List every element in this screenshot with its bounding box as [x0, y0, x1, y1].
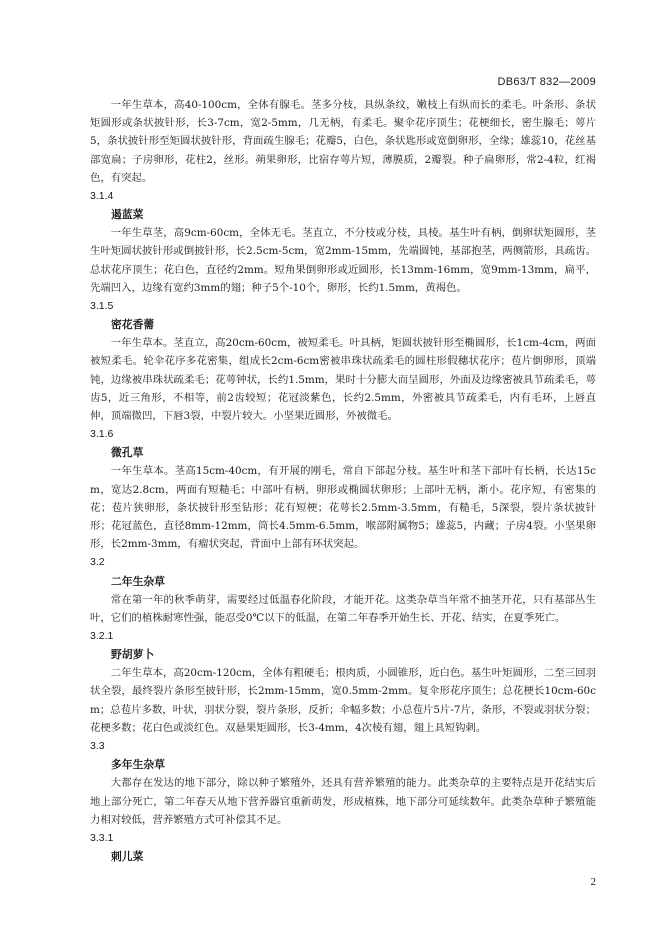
paragraph: 一年生草本。茎高15cm-40cm，有开展的刚毛，常自下部起分枝。基生叶和茎下部叶有长柄，长达15cm，宽达2.8cm，两面有短糙毛；中部叶有柄，卵形或椭圆状卵形；上部叶无柄，渐小。花序短，有密集的花；苞片狭卵形，条状披针形至钻形；花有短梗；花萼长2.5mm-3.5mm，有糙毛，5深裂，裂片条状披针形；花冠蓝色，直径8mm-12mm，筒长4.5mm-6.5mm，喉部附属物5；雄蕊5，内藏；子房4裂。小坚果卵形，长2mm-3mm，有瘤状突起，背面中上部有环状突起。: [90, 465, 596, 551]
section-number: 3.1.5: [90, 300, 114, 313]
document-id-header: DB63/T 832—2009: [497, 76, 596, 88]
section-heading: 密花香薷: [111, 318, 155, 332]
paragraph: 二年生草本，高20cm-120cm，全体有粗硬毛；根肉质，小圆锥形，近白色。基生叶矩圆形，二至三回羽状全裂，最终裂片条形至披针形，长2mm-15mm，宽0.5mm-2mm。复伞形花序顶生；总花梗长10cm-60cm；总苞片多数，叶状，羽状分裂，裂片条形，反折；伞幅多数；小总苞片5片-7片，条形，不裂或羽状分裂；花梗多数；花白色或淡红色。双悬果矩圆形，长3-4mm，4次棱有翅，翅上具短钩刺。: [90, 667, 596, 734]
section-heading: 野胡萝卜: [111, 648, 155, 662]
page-number: 2: [590, 876, 596, 888]
section-heading: 遏蓝菜: [111, 208, 144, 222]
paragraph: 常在第一年的秋季萌芽，需要经过低温春化阶段，才能开花。这类杂草当年常不抽茎开花，只有基部丛生叶，它们的植株耐寒性强，能忍受0℃以下的低温，在第二年春季开始生长、开花、结实，在夏季死亡。: [90, 593, 596, 624]
paragraph: 一年生草茎，高9cm-60cm，全体无毛。茎直立，不分枝或分枝，具棱。基生叶有柄，倒卵状矩圆形，茎生叶矩圆状披针形或倒披针形，长2.5cm-5cm，宽2mm-15mm，先端圆钝，基部抱茎，两侧箭形，具疏齿。总状花序顶生；花白色，直径约2mm。短角果倒卵形或近圆形，长13mm-16mm，宽9mm-13mm，扁平，先端凹入，边缘有宽约3mm的翅；种子5个-10个，卵形，长约1.5mm，黄褐色。: [90, 227, 596, 294]
section-heading: 多年生杂草: [111, 758, 165, 772]
section-number: 3.1.4: [90, 190, 114, 203]
document-body: [90, 96, 596, 866]
section-number: 3.1.6: [90, 428, 114, 441]
paragraph: 大都存在发达的地下部分，除以种子繁殖外，还具有营养繁殖的能力。此类杂草的主要特点是开花结实后地上部分死亡，第二年春天从地下营养器官重新萌发，形成植株，地下部分可延续数年。此类杂草种子繁殖能力相对较低，营养繁殖方式可补偿其不足。: [90, 777, 596, 826]
section-heading: 微孔草: [111, 446, 144, 460]
paragraph: 一年生草本。茎直立，高20cm-60cm，被短柔毛。叶具柄，矩圆状披针形至椭圆形，长1cm-4cm，两面被短柔毛。轮伞花序多花密集，组成长2cm-6cm密被串珠状疏柔毛的圆柱形假穗状花序；苞片倒卵形，顶端钝，边缘被串珠状疏柔毛；花萼钟状，长约1.5mm，果时十分膨大而呈圆形，外面及边缘密被具节疏柔毛，萼齿5，近三角形，不相等，前2齿较短；花冠淡紫色，长约2.5mm，外密被具节疏柔毛，内有毛环，上唇直伸，顶端微凹，下唇3裂，中裂片较大。小坚果近圆形，外被微毛。: [90, 337, 596, 423]
section-number: 3.2.1: [90, 630, 114, 643]
section-number: 3.2: [90, 556, 105, 569]
section-number: 3.3.1: [90, 831, 114, 844]
section-number: 3.3: [90, 740, 105, 753]
paragraph: 一年生草本，高40-100cm，全体有腺毛。茎多分枝，具纵条纹，嫩枝上有纵而长的柔毛。叶条形、条状矩圆形或条状披针形，长3-7cm，宽2-5mm，几无柄，有柔毛。聚伞花序顶生；花梗细长，密生腺毛；萼片5，条状披针形至矩圆状披针形，背面疏生腺毛；花瓣5，白色，条状匙形或宽倒卵形，全缘；雄蕊10，花丝基部宽扁；子房卵形，花柱2，丝形。蒴果卵形，比宿存萼片短，薄膜质，2瓣裂。种子扁卵形，常2-4粒，红褐色，有突起。: [90, 99, 596, 184]
section-heading: 刺儿菜: [111, 850, 144, 864]
section-heading: 二年生杂草: [111, 574, 165, 588]
